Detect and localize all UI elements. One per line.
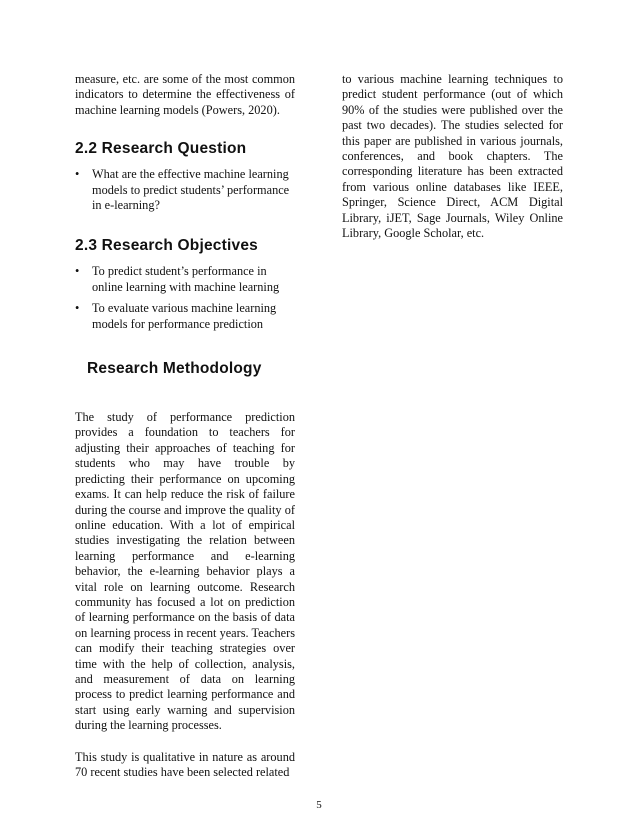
objective-text: To predict student’s performance in online learning with machine learning — [92, 264, 280, 294]
section-heading-research-objectives: 2.3 Research Objectives — [75, 237, 258, 255]
page-number: 5 — [316, 799, 322, 811]
left-column — [75, 72, 295, 780]
intro-paragraph: measure, etc. are some of the most common indicators to determine the effectiveness of machine learning models (Powers, 2020). — [75, 72, 295, 117]
research-objectives-list — [75, 264, 295, 332]
bullet-icon: • — [75, 264, 80, 279]
research-question-list — [75, 167, 295, 213]
right-column-paragraph: to various machine learning techniques to predict student performance (out of which 90% of the studies were published over the past two decades). The studies selected for this paper are published in various journals, conferences, and book chapters. The corresponding literature has been extracted from various online databases like IEEE, Springer, Science Direct, ACM Digital Library, iJET, Sage Journals, Wiley Online Library, Google Scholar, etc. — [342, 72, 563, 241]
bullet-icon: • — [75, 167, 80, 182]
section-heading-research-question: 2.2 Research Question — [75, 140, 247, 158]
section-heading-research-methodology: Research Methodology — [87, 360, 262, 378]
right-column — [342, 72, 563, 241]
list-item — [75, 167, 295, 213]
objective-text: To evaluate various machine learning models for performance prediction — [92, 301, 277, 331]
methodology-paragraph: The study of performance prediction provides a foundation to teachers for adjusting their approaches of teaching for students who may have trouble by predicting their performance on upcoming exams. It can help reduce the risk of failure during the course and improve the quality of online education. With a lot of empirical studies investigating the relation between learning performance and e-learning behavior, the e-learning behavior plays a vital role on learning outcome. Research community has focused a lot on prediction of learning performance on the basis of data on learning process in recent years. Teachers can modify their teaching strategies over time with the help of collection, analysis, and measurement of data on learning process to predict learning performance and start using early warning and supervision during the learning processes. — [75, 410, 295, 733]
list-item — [75, 264, 295, 295]
methodology-paragraph-continued: This study is qualitative in nature as around 70 recent studies have been selected related — [75, 749, 295, 779]
bullet-icon: • — [75, 301, 80, 316]
list-item — [75, 301, 295, 332]
research-question-text: What are the effective machine learning models to predict students’ performance in e-learning? — [92, 167, 290, 213]
